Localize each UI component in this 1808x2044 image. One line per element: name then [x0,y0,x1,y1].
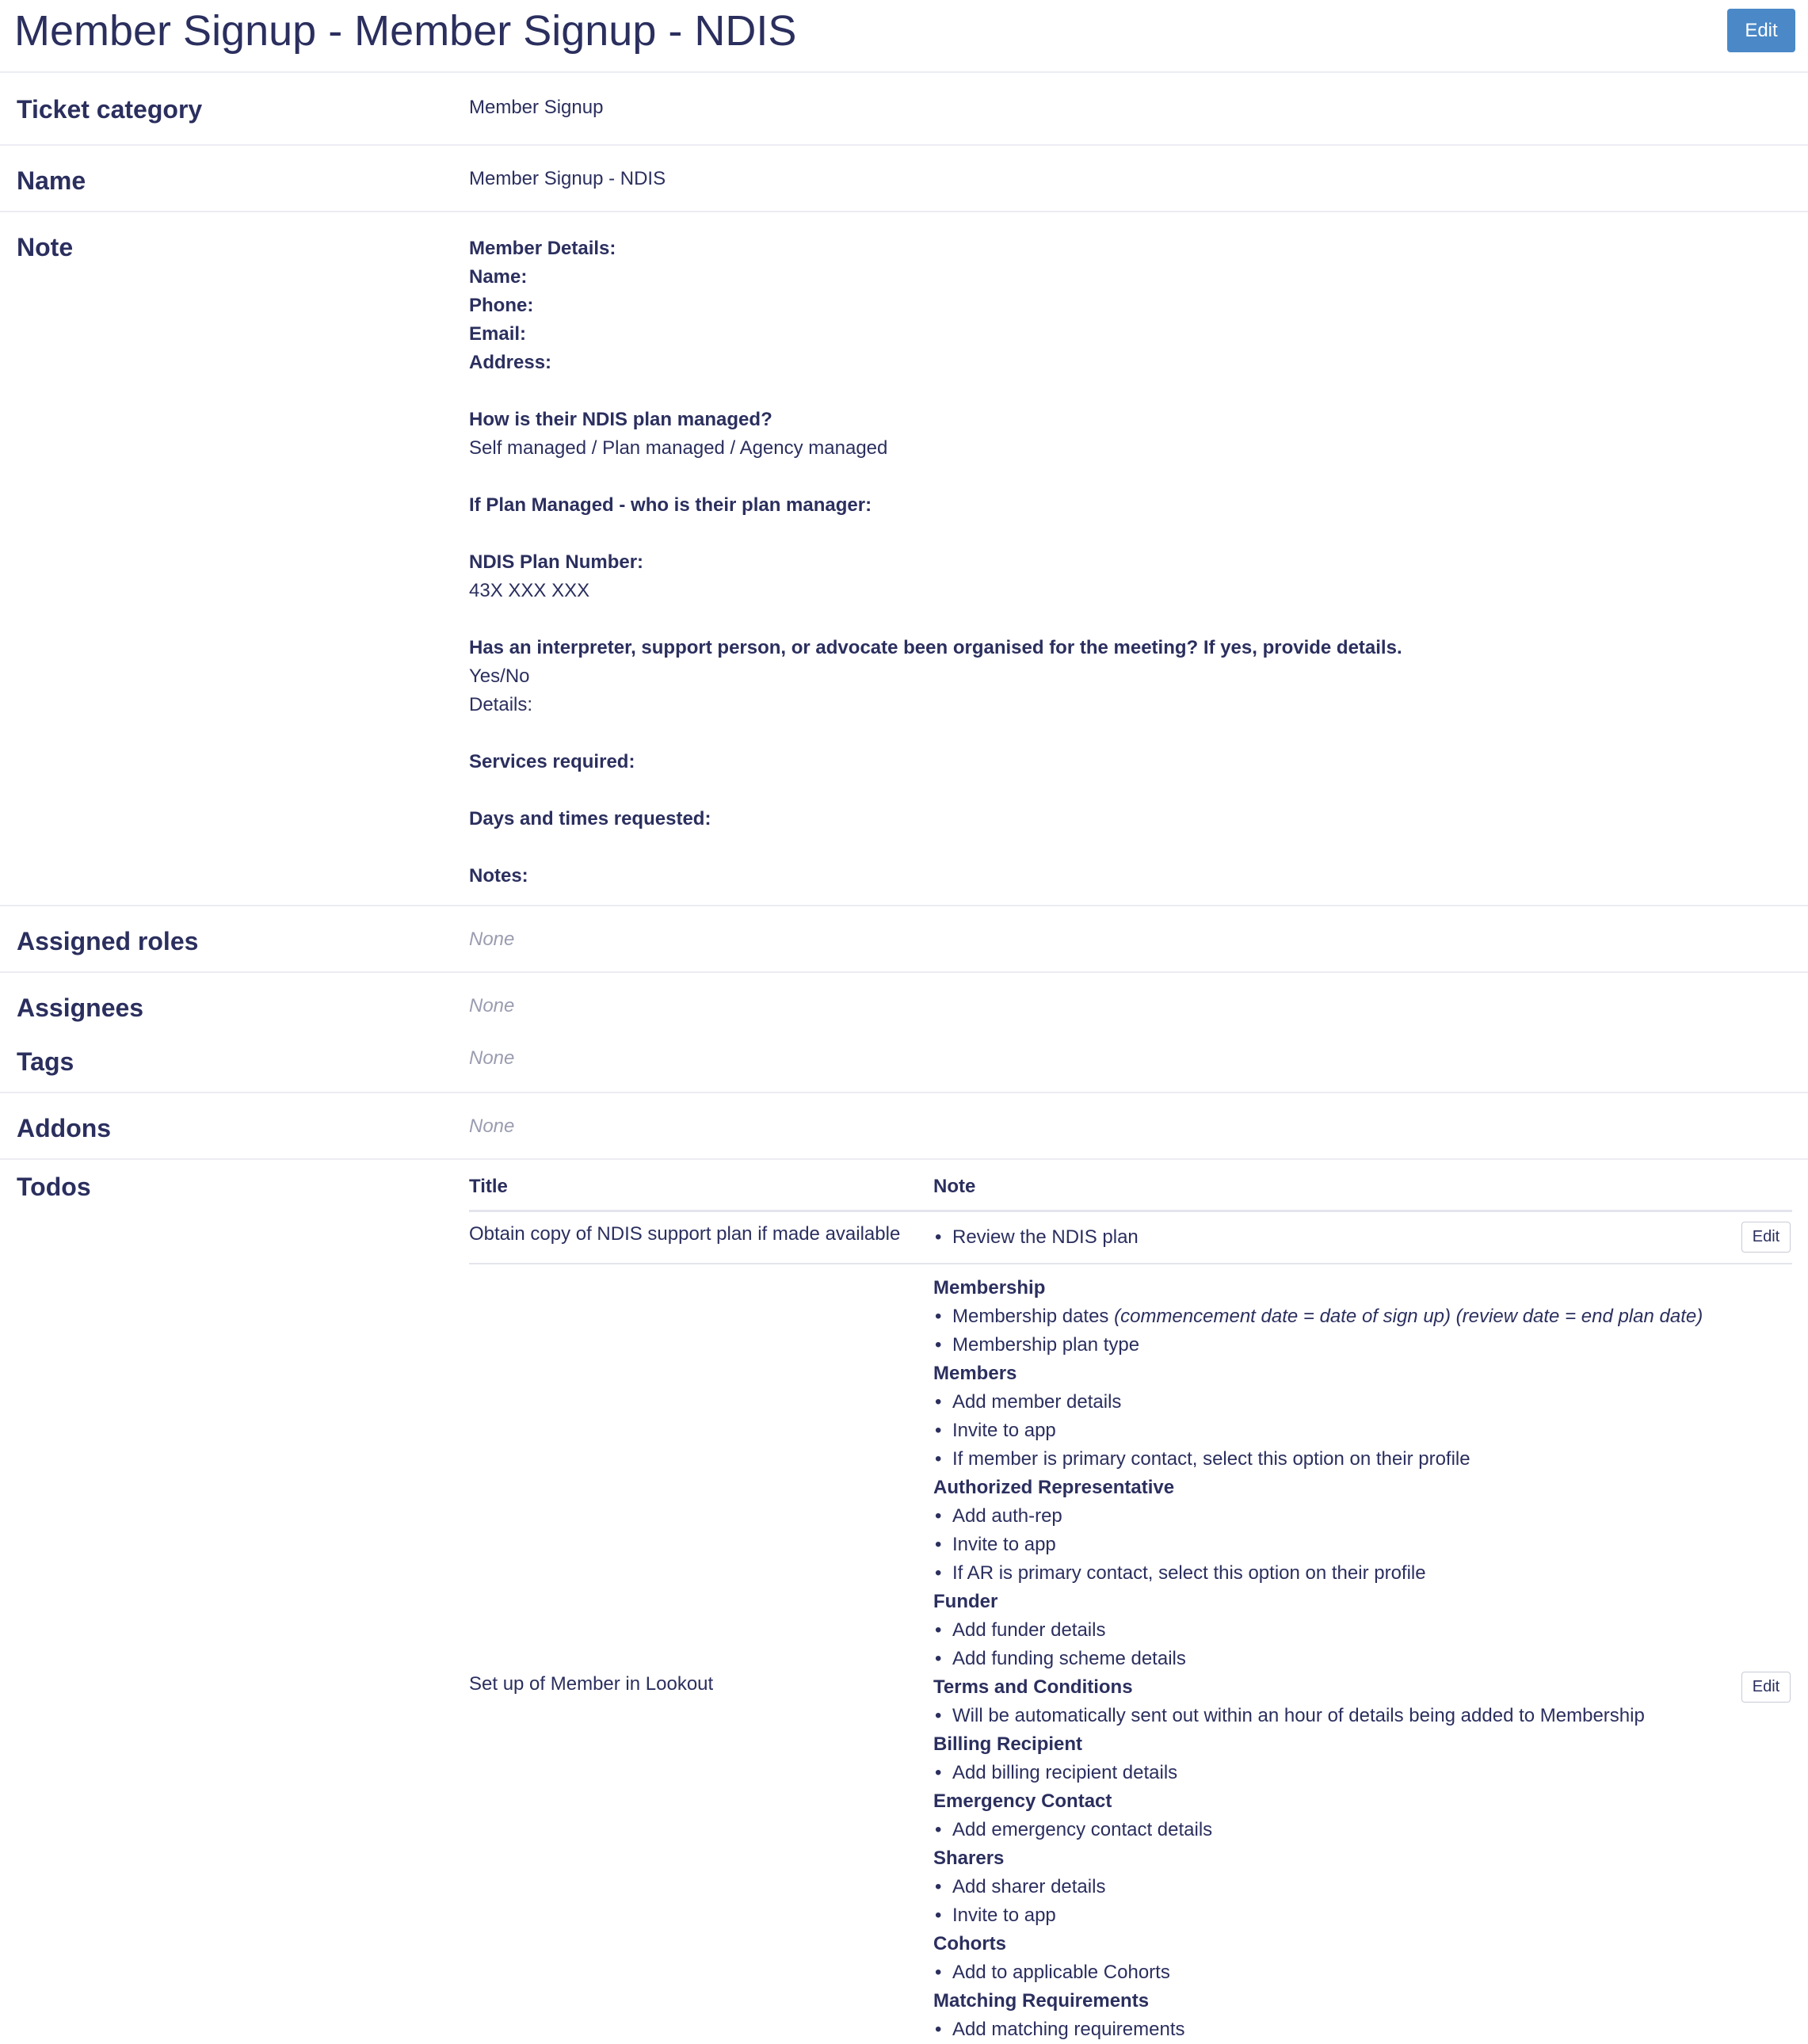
note-phone: Phone: [469,295,534,316]
todo-note [933,1223,1139,1252]
membership-dates-text: Membership dates [952,1306,1109,1327]
note-notes: Notes: [469,865,528,887]
name-row [0,146,1808,212]
todo-edit-button[interactable]: Edit [1741,1672,1791,1703]
todo-section-funder: Funder [933,1591,998,1612]
note-plan-manager-question: If Plan Managed - who is their plan manager: [469,494,872,516]
page-title: Member Signup - Member Signup - NDIS [14,7,797,55]
edit-button[interactable]: Edit [1727,9,1795,52]
note-details: Details: [469,694,533,715]
todo-title: Set up of Member in Lookout [469,1673,714,1695]
note-address: Address: [469,352,552,373]
note-interpreter-question: Has an interpreter, support person, or advocate been organised for the meeting? If yes, provide details. [469,637,1402,658]
ticket-category-row [0,73,1808,146]
todo-note-item: • Add to applicable Cohorts [933,1958,1703,1987]
tags-label: Tags [17,1047,74,1076]
todo-note-item: • Add sharer details [933,1873,1703,1901]
todo-note [933,1274,1703,2044]
todo-note-item: • Add member details [933,1388,1703,1417]
todo-section-matching: Matching Requirements [933,1990,1150,2012]
todo-section-authorized-representative: Authorized Representative [933,1477,1175,1498]
note-content [469,235,1402,890]
assigned-roles-value: None [469,929,515,950]
note-plan-number-question: NDIS Plan Number: [469,551,644,573]
todos-column-note: Note [933,1176,976,1197]
ticket-category-value: Member Signup [469,97,604,118]
todo-note-item: • If member is primary contact, select this option on their profile [933,1445,1703,1474]
todo-row [469,1212,1792,1264]
todos-label: Todos [17,1173,91,1201]
todo-section-billing: Billing Recipient [933,1733,1083,1755]
todos-table-header [469,1171,1792,1212]
todo-edit-button[interactable]: Edit [1741,1222,1791,1253]
todo-note-item: • Will be automatically sent out within an hour of details being added to Membership [933,1702,1703,1730]
todo-note-item: • If AR is primary contact, select this option on their profile [933,1559,1703,1588]
todo-title: Obtain copy of NDIS support plan if made available [469,1223,901,1245]
note-services: Services required: [469,751,635,772]
assigned-roles-label: Assigned roles [17,927,199,955]
note-email: Email: [469,323,527,345]
todo-note-item: • Review the NDIS plan [933,1223,1139,1252]
assignees-tags-row [0,973,1808,1093]
note-row [0,212,1808,906]
addons-value: None [469,1115,515,1137]
todo-section-terms: Terms and Conditions [933,1676,1133,1698]
note-label: Note [17,233,74,261]
note-name: Name: [469,266,528,288]
todo-note-item: • Invite to app [933,1531,1703,1559]
todo-note-item: • Add emergency contact details [933,1816,1703,1844]
tags-value: None [469,1047,515,1069]
todo-note-item: • Add matching requirements [933,2015,1703,2044]
membership-dates-detail: (commencement date = date of sign up) (review date = end plan date) [1114,1306,1703,1327]
name-value: Member Signup - NDIS [469,168,666,189]
assigned-roles-row [0,906,1808,973]
todo-note-item: • Add funding scheme details [933,1645,1703,1673]
note-plan-question: How is their NDIS plan managed? [469,409,772,430]
note-days-times: Days and times requested: [469,808,711,829]
todo-note-item: • Add auth-rep [933,1502,1703,1531]
todo-section-emergency: Emergency Contact [933,1790,1112,1812]
addons-row [0,1093,1808,1160]
todo-section-members: Members [933,1363,1017,1384]
todo-note-item: • Invite to app [933,1417,1703,1445]
name-label: Name [17,166,86,195]
addons-label: Addons [17,1114,112,1142]
todo-section-membership: Membership [933,1277,1046,1298]
assignees-label: Assignees [17,993,144,1022]
note-interpreter-answer: Yes/No [469,665,530,687]
todo-note-item: • Add billing recipient details [933,1759,1703,1787]
todo-section-cohorts: Cohorts [933,1933,1006,1954]
todo-note-item: • Invite to app [933,1901,1703,1930]
todo-note-item: • Membership plan type [933,1331,1703,1359]
todos-column-title: Title [469,1176,508,1197]
page-header [0,0,1808,73]
assignees-value: None [469,995,515,1016]
todo-note-item [933,1302,1703,1331]
todo-note-item: • Add funder details [933,1616,1703,1645]
note-plan-number-answer: 43X XXX XXX [469,580,590,601]
ticket-category-label: Ticket category [17,95,203,124]
note-member-details: Member Details: [469,238,616,259]
note-plan-answer: Self managed / Plan managed / Agency managed [469,437,888,459]
todo-section-sharers: Sharers [933,1848,1005,1869]
